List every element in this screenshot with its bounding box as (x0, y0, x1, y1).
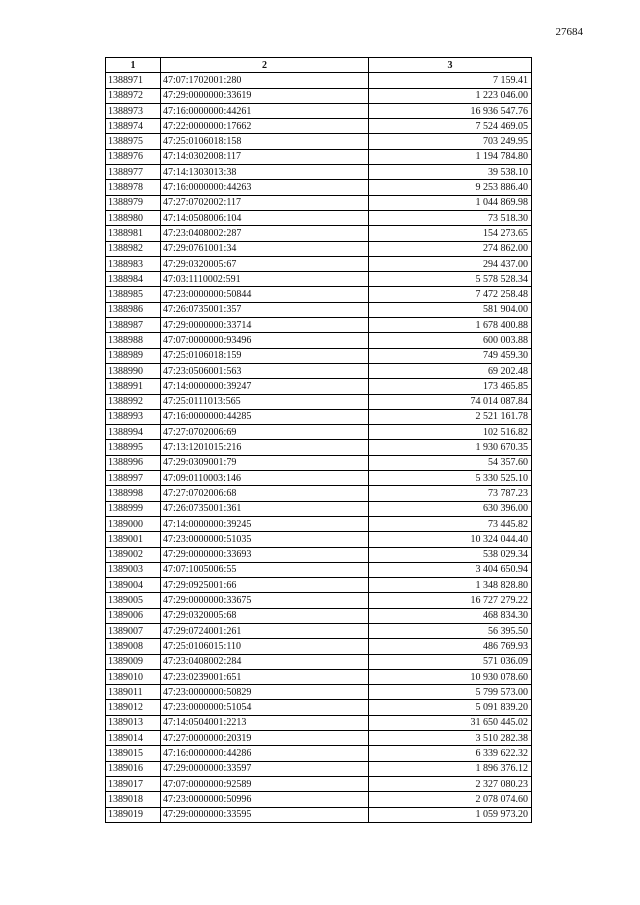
row-number-cell: 1389009 (106, 654, 161, 669)
value-cell: 16 936 547.76 (369, 103, 532, 118)
row-number-cell: 1389002 (106, 547, 161, 562)
cadastral-number-cell: 47:22:0000000:17662 (161, 119, 369, 134)
value-cell: 468 834.30 (369, 608, 532, 623)
row-number-cell: 1389018 (106, 792, 161, 807)
row-number-cell: 1388975 (106, 134, 161, 149)
value-cell: 9 253 886.40 (369, 180, 532, 195)
table-row (106, 761, 532, 776)
value-cell: 1 194 784.80 (369, 149, 532, 164)
value-cell: 73 518.30 (369, 210, 532, 225)
table-row (106, 669, 532, 684)
row-number-cell: 1389000 (106, 516, 161, 531)
row-number-cell: 1389006 (106, 608, 161, 623)
cadastral-number-cell: 47:27:0702006:69 (161, 425, 369, 440)
cadastral-number-cell: 47:16:0000000:44261 (161, 103, 369, 118)
table-row (106, 455, 532, 470)
row-number-cell: 1389019 (106, 807, 161, 822)
row-number-cell: 1389012 (106, 700, 161, 715)
value-cell: 1 930 670.35 (369, 440, 532, 455)
row-number-cell: 1388992 (106, 394, 161, 409)
value-cell: 173 465.85 (369, 379, 532, 394)
value-cell: 600 003.88 (369, 333, 532, 348)
value-cell: 749 459.30 (369, 348, 532, 363)
row-number-cell: 1388997 (106, 471, 161, 486)
cadastral-number-cell: 47:29:0000000:33693 (161, 547, 369, 562)
table-row (106, 792, 532, 807)
value-cell: 54 357.60 (369, 455, 532, 470)
table-row (106, 700, 532, 715)
value-cell: 16 727 279.22 (369, 593, 532, 608)
cadastral-number-cell: 47:29:0925001:66 (161, 578, 369, 593)
cadastral-number-cell: 47:29:0761001:34 (161, 241, 369, 256)
table-body (106, 73, 532, 823)
table-row (106, 103, 532, 118)
table-row (106, 425, 532, 440)
row-number-cell: 1388977 (106, 165, 161, 180)
row-number-cell: 1388986 (106, 302, 161, 317)
row-number-cell: 1389001 (106, 532, 161, 547)
table-row (106, 516, 532, 531)
row-number-cell: 1388999 (106, 501, 161, 516)
cadastral-number-cell: 47:23:0408002:284 (161, 654, 369, 669)
row-number-cell: 1388995 (106, 440, 161, 455)
row-number-cell: 1388983 (106, 256, 161, 271)
value-cell: 538 029.34 (369, 547, 532, 562)
cadastral-number-cell: 47:23:0000000:51054 (161, 700, 369, 715)
value-cell: 74 014 087.84 (369, 394, 532, 409)
table-row (106, 776, 532, 791)
table-row (106, 807, 532, 822)
table-row (106, 623, 532, 638)
table-row (106, 272, 532, 287)
table-row (106, 593, 532, 608)
row-number-cell: 1389005 (106, 593, 161, 608)
header-cell-1: 1 (106, 58, 161, 73)
value-cell: 5 799 573.00 (369, 685, 532, 700)
value-cell: 581 904.00 (369, 302, 532, 317)
value-cell: 2 327 080.23 (369, 776, 532, 791)
table-row (106, 165, 532, 180)
row-number-cell: 1388982 (106, 241, 161, 256)
row-number-cell: 1389004 (106, 578, 161, 593)
value-cell: 1 348 828.80 (369, 578, 532, 593)
value-cell: 1 059 973.20 (369, 807, 532, 822)
cadastral-number-cell: 47:03:1110002:591 (161, 272, 369, 287)
value-cell: 1 896 376.12 (369, 761, 532, 776)
cadastral-number-cell: 47:29:0724001:261 (161, 623, 369, 638)
cadastral-number-cell: 47:16:0000000:44285 (161, 409, 369, 424)
cadastral-number-cell: 47:27:0000000:20319 (161, 731, 369, 746)
cadastral-number-cell: 47:23:0000000:51035 (161, 532, 369, 547)
table-row (106, 73, 532, 88)
table-row (106, 241, 532, 256)
cadastral-number-cell: 47:23:0239001:651 (161, 669, 369, 684)
value-cell: 294 437.00 (369, 256, 532, 271)
value-cell: 630 396.00 (369, 501, 532, 516)
cadastral-number-cell: 47:26:0735001:357 (161, 302, 369, 317)
row-number-cell: 1388973 (106, 103, 161, 118)
cadastral-number-cell: 47:29:0000000:33597 (161, 761, 369, 776)
value-cell: 3 404 650.94 (369, 562, 532, 577)
table-row (106, 654, 532, 669)
row-number-cell: 1389015 (106, 746, 161, 761)
cadastral-number-cell: 47:29:0000000:33595 (161, 807, 369, 822)
row-number-cell: 1388990 (106, 363, 161, 378)
table-row (106, 501, 532, 516)
value-cell: 10 930 078.60 (369, 669, 532, 684)
cadastral-number-cell: 47:23:0408002:287 (161, 226, 369, 241)
value-cell: 486 769.93 (369, 639, 532, 654)
row-number-cell: 1389003 (106, 562, 161, 577)
cadastral-number-cell: 47:27:0702006:68 (161, 486, 369, 501)
cadastral-number-cell: 47:14:0000000:39247 (161, 379, 369, 394)
value-cell: 69 202.48 (369, 363, 532, 378)
table-row (106, 578, 532, 593)
header-cell-3: 3 (369, 58, 532, 73)
row-number-cell: 1388980 (106, 210, 161, 225)
table-row (106, 562, 532, 577)
value-cell: 7 159.41 (369, 73, 532, 88)
cadastral-number-cell: 47:09:0110003:146 (161, 471, 369, 486)
table-row (106, 471, 532, 486)
cadastral-number-cell: 47:14:0508006:104 (161, 210, 369, 225)
table-row (106, 134, 532, 149)
cadastral-number-cell: 47:25:0106018:158 (161, 134, 369, 149)
cadastral-number-cell: 47:16:0000000:44263 (161, 180, 369, 195)
table-row (106, 639, 532, 654)
page-number: 27684 (555, 26, 583, 38)
value-cell: 2 521 161.78 (369, 409, 532, 424)
table-row (106, 440, 532, 455)
cadastral-number-cell: 47:29:0320005:67 (161, 256, 369, 271)
cadastral-number-cell: 47:25:0106018:159 (161, 348, 369, 363)
value-cell: 5 578 528.34 (369, 272, 532, 287)
value-cell: 5 330 525.10 (369, 471, 532, 486)
table-row (106, 149, 532, 164)
table-header (106, 58, 532, 73)
row-number-cell: 1388985 (106, 287, 161, 302)
value-cell: 1 044 869.98 (369, 195, 532, 210)
cadastral-number-cell: 47:07:0000000:92589 (161, 776, 369, 791)
value-cell: 31 650 445.02 (369, 715, 532, 730)
table-row (106, 486, 532, 501)
value-cell: 7 524 469.05 (369, 119, 532, 134)
table-row (106, 88, 532, 103)
table-row (106, 318, 532, 333)
row-number-cell: 1389010 (106, 669, 161, 684)
cadastral-number-cell: 47:29:0000000:33714 (161, 318, 369, 333)
table-row (106, 379, 532, 394)
value-cell: 73 787.23 (369, 486, 532, 501)
table-row (106, 746, 532, 761)
row-number-cell: 1388971 (106, 73, 161, 88)
row-number-cell: 1389007 (106, 623, 161, 638)
row-number-cell: 1388979 (106, 195, 161, 210)
cadastral-number-cell: 47:25:0106015:110 (161, 639, 369, 654)
cadastral-number-cell: 47:29:0000000:33675 (161, 593, 369, 608)
cadastral-number-cell: 47:07:1702001:280 (161, 73, 369, 88)
cadastral-number-cell: 47:25:0111013:565 (161, 394, 369, 409)
table-row (106, 119, 532, 134)
row-number-cell: 1388989 (106, 348, 161, 363)
table-row (106, 195, 532, 210)
value-cell: 6 339 622.32 (369, 746, 532, 761)
cadastral-number-cell: 47:29:0320005:68 (161, 608, 369, 623)
table-row (106, 394, 532, 409)
cadastral-number-cell: 47:23:0000000:50829 (161, 685, 369, 700)
value-cell: 10 324 044.40 (369, 532, 532, 547)
row-number-cell: 1388984 (106, 272, 161, 287)
row-number-cell: 1388981 (106, 226, 161, 241)
value-cell: 7 472 258.48 (369, 287, 532, 302)
table-row (106, 363, 532, 378)
value-cell: 56 395.50 (369, 623, 532, 638)
value-cell: 102 516.82 (369, 425, 532, 440)
table-row (106, 180, 532, 195)
table-row (106, 210, 532, 225)
value-cell: 3 510 282.38 (369, 731, 532, 746)
table-row (106, 532, 532, 547)
cadastral-number-cell: 47:29:0000000:33619 (161, 88, 369, 103)
cadastral-number-cell: 47:23:0000000:50996 (161, 792, 369, 807)
value-cell: 571 036.09 (369, 654, 532, 669)
registry-table (105, 57, 532, 823)
value-cell: 1 678 400.88 (369, 318, 532, 333)
value-cell: 73 445.82 (369, 516, 532, 531)
table-row (106, 685, 532, 700)
header-cell-2: 2 (161, 58, 369, 73)
value-cell: 2 078 074.60 (369, 792, 532, 807)
row-number-cell: 1389008 (106, 639, 161, 654)
cadastral-number-cell: 47:13:1201015:216 (161, 440, 369, 455)
cadastral-number-cell: 47:16:0000000:44286 (161, 746, 369, 761)
row-number-cell: 1388993 (106, 409, 161, 424)
row-number-cell: 1388991 (106, 379, 161, 394)
value-cell: 154 273.65 (369, 226, 532, 241)
cadastral-number-cell: 47:14:0504001:2213 (161, 715, 369, 730)
value-cell: 1 223 046.00 (369, 88, 532, 103)
row-number-cell: 1388978 (106, 180, 161, 195)
row-number-cell: 1388996 (106, 455, 161, 470)
table-row (106, 348, 532, 363)
header-row (106, 58, 532, 73)
table-row (106, 333, 532, 348)
row-number-cell: 1388994 (106, 425, 161, 440)
table-row (106, 731, 532, 746)
table-row (106, 302, 532, 317)
row-number-cell: 1388976 (106, 149, 161, 164)
row-number-cell: 1388998 (106, 486, 161, 501)
value-cell: 5 091 839.20 (369, 700, 532, 715)
table-row (106, 715, 532, 730)
row-number-cell: 1388972 (106, 88, 161, 103)
table-row (106, 287, 532, 302)
cadastral-number-cell: 47:14:0302008:117 (161, 149, 369, 164)
cadastral-number-cell: 47:07:1005006:55 (161, 562, 369, 577)
row-number-cell: 1388987 (106, 318, 161, 333)
row-number-cell: 1389014 (106, 731, 161, 746)
row-number-cell: 1389013 (106, 715, 161, 730)
row-number-cell: 1389017 (106, 776, 161, 791)
row-number-cell: 1389011 (106, 685, 161, 700)
value-cell: 274 862.00 (369, 241, 532, 256)
table-row (106, 547, 532, 562)
cadastral-number-cell: 47:27:0702002:117 (161, 195, 369, 210)
row-number-cell: 1388974 (106, 119, 161, 134)
table-row (106, 226, 532, 241)
cadastral-number-cell: 47:14:0000000:39245 (161, 516, 369, 531)
value-cell: 703 249.95 (369, 134, 532, 149)
table-row (106, 256, 532, 271)
row-number-cell: 1388988 (106, 333, 161, 348)
cadastral-number-cell: 47:23:0506001:563 (161, 363, 369, 378)
cadastral-number-cell: 47:07:0000000:93496 (161, 333, 369, 348)
cadastral-number-cell: 47:26:0735001:361 (161, 501, 369, 516)
table-row (106, 409, 532, 424)
table-row (106, 608, 532, 623)
cadastral-number-cell: 47:29:0309001:79 (161, 455, 369, 470)
cadastral-number-cell: 47:23:0000000:50844 (161, 287, 369, 302)
cadastral-number-cell: 47:14:1303013:38 (161, 165, 369, 180)
value-cell: 39 538.10 (369, 165, 532, 180)
row-number-cell: 1389016 (106, 761, 161, 776)
